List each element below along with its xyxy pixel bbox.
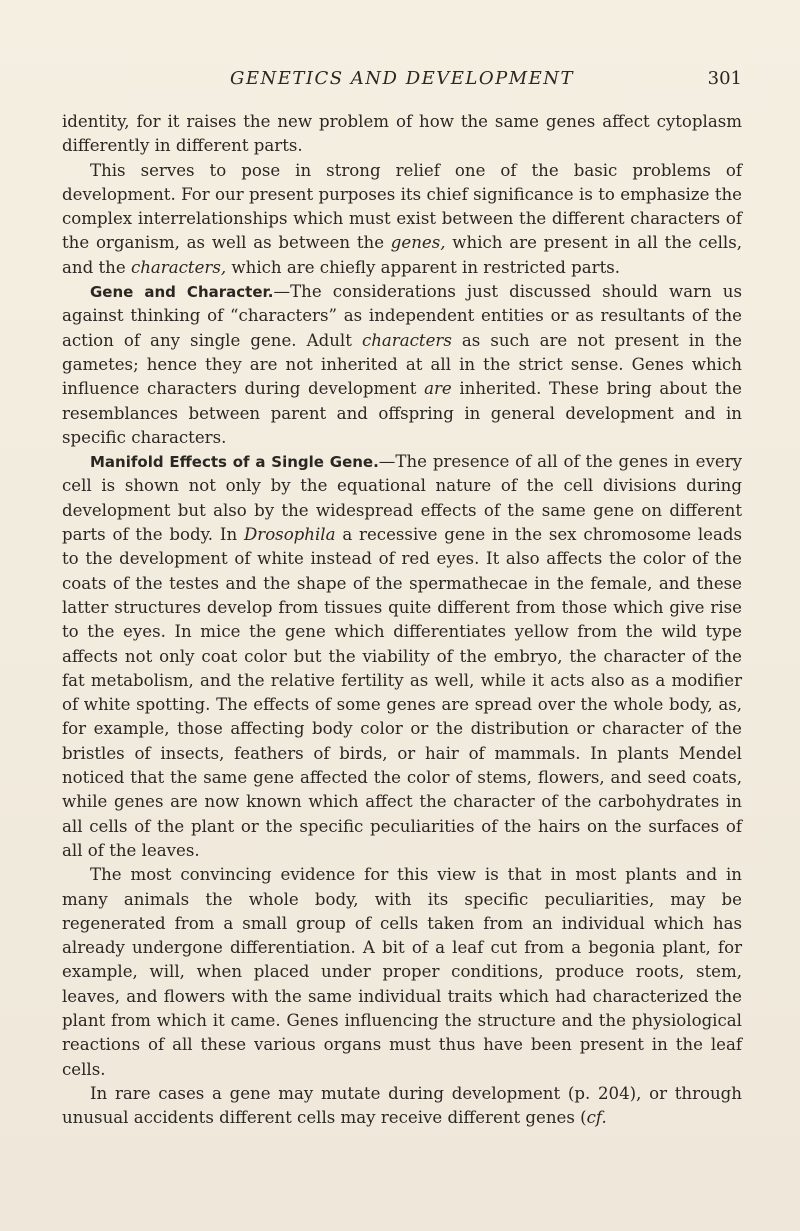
section-heading-gene-and-character: Gene and Character. [90, 283, 274, 302]
paragraph-text: identity, for it raises the new problem of how the same genes affect cytoplasm differently in different parts. [62, 112, 742, 156]
text-run: inherited. These bring about the resemblances between parent and offspring in general development and in specific characters. [62, 379, 742, 447]
text-run: as such are not present in the gametes; hence they are not inherited at all in the strict sense. Genes which influence characters during development [62, 330, 742, 399]
text-run: which are chiefly apparent in restricted parts. [226, 257, 621, 277]
body-text [62, 110, 742, 1130]
paragraph-continued [62, 110, 742, 159]
paragraph-rare-mutation [62, 1082, 742, 1131]
emphasis-genes: genes, [390, 233, 446, 253]
emphasis-are: are [424, 379, 452, 399]
paragraph-text: The most convincing evidence for this view is that in most plants and in many animals the whole body, with its specific peculiarities, may be regenerated from a small group of cells taken from an individual which has already undergone differentiation. A bit of a leaf cut from a begonia plant, for example, will, when placed under proper conditions, produce roots, stem, leaves, and flowers with the same individual traits which had characterized the plant from which it came. Genes influencing the structure and the physiological reactions of all these various organs must thus have been present in the leaf cells. [62, 865, 742, 1079]
page-number: 301 [707, 68, 742, 89]
section-heading-manifold-effects: Manifold Effects of a Single Gene. [90, 453, 379, 472]
text-run: a recessive gene in the sex chromosome leads to the development of white instead of red eyes. It also affects the color of the coats of the testes and the shape of the spermathecae in the female, and these latter structures develop from tissues quite different from those which give rise to the eyes. In mice the gene which differentiates yellow from the wild type affects not only coat color but the viability of the embryo, the character of the fat metabolism, and the relative fertility as well, while it acts also as a modifier of white spotting. The effects of some genes are spread over the whole body, as, for example, those affecting body color or the distribution or character of the bristles of insects, feathers of birds, or hair of mammals. In plants Mendel noticed that the same gene affected the color of stems, flowers, and seed coats, while genes are now known which affect the character of the carbohydrates in all cells of the plant or the specific peculiarities of the hairs on the surfaces of all of the leaves. [62, 525, 743, 860]
emphasis-characters: characters [361, 330, 452, 350]
emphasis-characters: characters, [130, 257, 227, 277]
paragraph-gene-and-character [62, 280, 742, 450]
text-run: In rare cases a gene may mutate during development (p. 204), or through unusual accidents different cells may receive different genes ( [62, 1083, 742, 1128]
page-header [62, 68, 742, 92]
text-run: —The presence of all of the genes in every cell is shown not only by the equational nature of the cell divisions during development but also by the widespread effects of the same gene on different parts of the body. In [62, 452, 742, 545]
paragraph-manifold-effects [62, 450, 742, 863]
emphasis-cf: cf. [586, 1108, 607, 1128]
running-head: GENETICS AND DEVELOPMENT [229, 68, 575, 89]
paragraph-regeneration-evidence [62, 863, 742, 1082]
text-run: which are present in all the cells, and the [62, 233, 742, 277]
text-run: —The considerations just discussed should warn us against thinking of “characters” as independent entities or as resultants of the action of any single gene. Adult [62, 282, 742, 350]
text-run: This serves to pose in strong relief one of the basic problems of development. For our present purposes its chief significance is to emphasize the complex interrelationships which must exist between the different characters of the organism, as well as between the [62, 160, 742, 253]
paragraph-development-problem [62, 159, 742, 280]
emphasis-drosophila: Drosophila [243, 525, 336, 545]
